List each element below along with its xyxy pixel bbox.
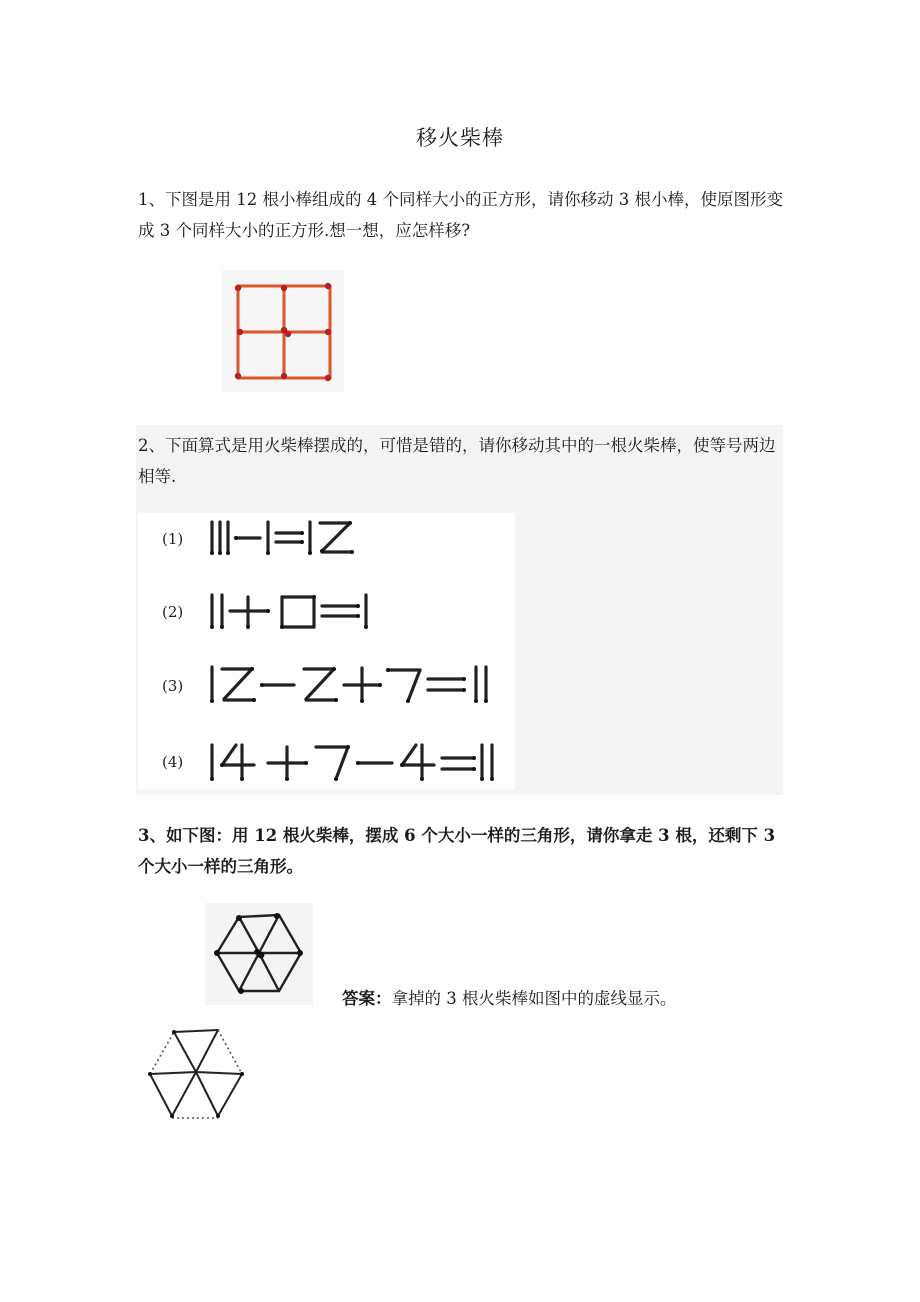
answer-hexagon-figure <box>138 1022 254 1128</box>
equation-1-label: (1) <box>162 530 184 548</box>
answer-line <box>342 985 677 1009</box>
question-1-text: 1、下图是用 12 根小棒组成的 4 个同样大小的正方形，请你移动 3 根小棒，使原图形变成 3 个同样大小的正方形.想一想，应怎样移? <box>138 190 783 240</box>
equation-4-label: (4) <box>162 753 184 771</box>
answer-colon: ： <box>375 989 392 1008</box>
hexagon-triangles-figure <box>205 903 313 1005</box>
four-squares-figure <box>222 270 344 392</box>
equation-2-label: (2) <box>162 603 184 621</box>
page-title: 移火柴棒 <box>416 126 504 150</box>
matchstick-equations-figure <box>138 513 515 789</box>
question-2-text: 2、下面算式是用火柴棒摆成的，可惜是错的，请你移动其中的一根火柴棒，使等号两边相等. <box>138 436 776 486</box>
equation-3-label: (3) <box>162 677 184 695</box>
answer-text: 拿掉的 3 根火柴棒如图中的虚线显示。 <box>391 989 677 1008</box>
answer-label: 答案 <box>342 989 375 1008</box>
question-3-text: 3、如下图：用 12 根火柴棒，摆成 6 个大小一样的三角形，请你拿走 3 根，还剩下 3 个大小一样的三角形。 <box>138 826 776 876</box>
